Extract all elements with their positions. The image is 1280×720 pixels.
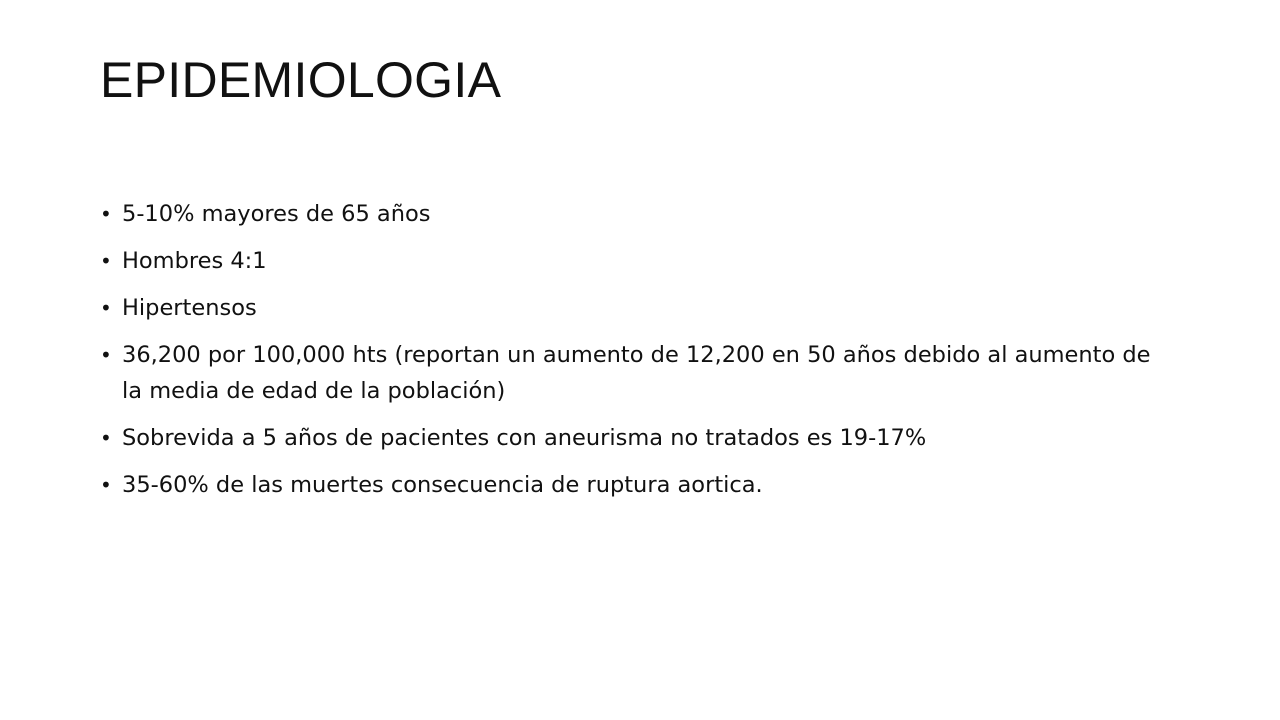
bullet-text: 35-60% de las muertes consecuencia de ruptura aortica. <box>122 472 763 498</box>
bullet-dot-icon: • <box>100 202 112 226</box>
bullet-item <box>100 196 1170 232</box>
bullet-text: 36,200 por 100,000 hts (reportan un aumento de 12,200 en 50 años debido al aumento de la media de edad de la población) <box>122 342 1151 404</box>
bullet-item <box>100 467 1170 503</box>
bullet-text: 5-10% mayores de 65 años <box>122 201 431 227</box>
bullet-dot-icon: • <box>100 343 112 367</box>
bullet-text: Hipertensos <box>122 295 257 321</box>
bullet-text: Hombres 4:1 <box>122 248 267 274</box>
bullet-dot-icon: • <box>100 426 112 450</box>
slide-title: EPIDEMIOLOGIA <box>100 52 502 108</box>
bullet-dot-icon: • <box>100 249 112 273</box>
bullet-item <box>100 290 1170 326</box>
bullet-item <box>100 420 1170 456</box>
bullet-dot-icon: • <box>100 296 112 320</box>
bullet-dot-icon: • <box>100 473 112 497</box>
bullet-item <box>100 243 1170 279</box>
bullet-list <box>100 196 1170 514</box>
bullet-text: Sobrevida a 5 años de pacientes con aneurisma no tratados es 19-17% <box>122 425 927 451</box>
bullet-item <box>100 337 1170 409</box>
